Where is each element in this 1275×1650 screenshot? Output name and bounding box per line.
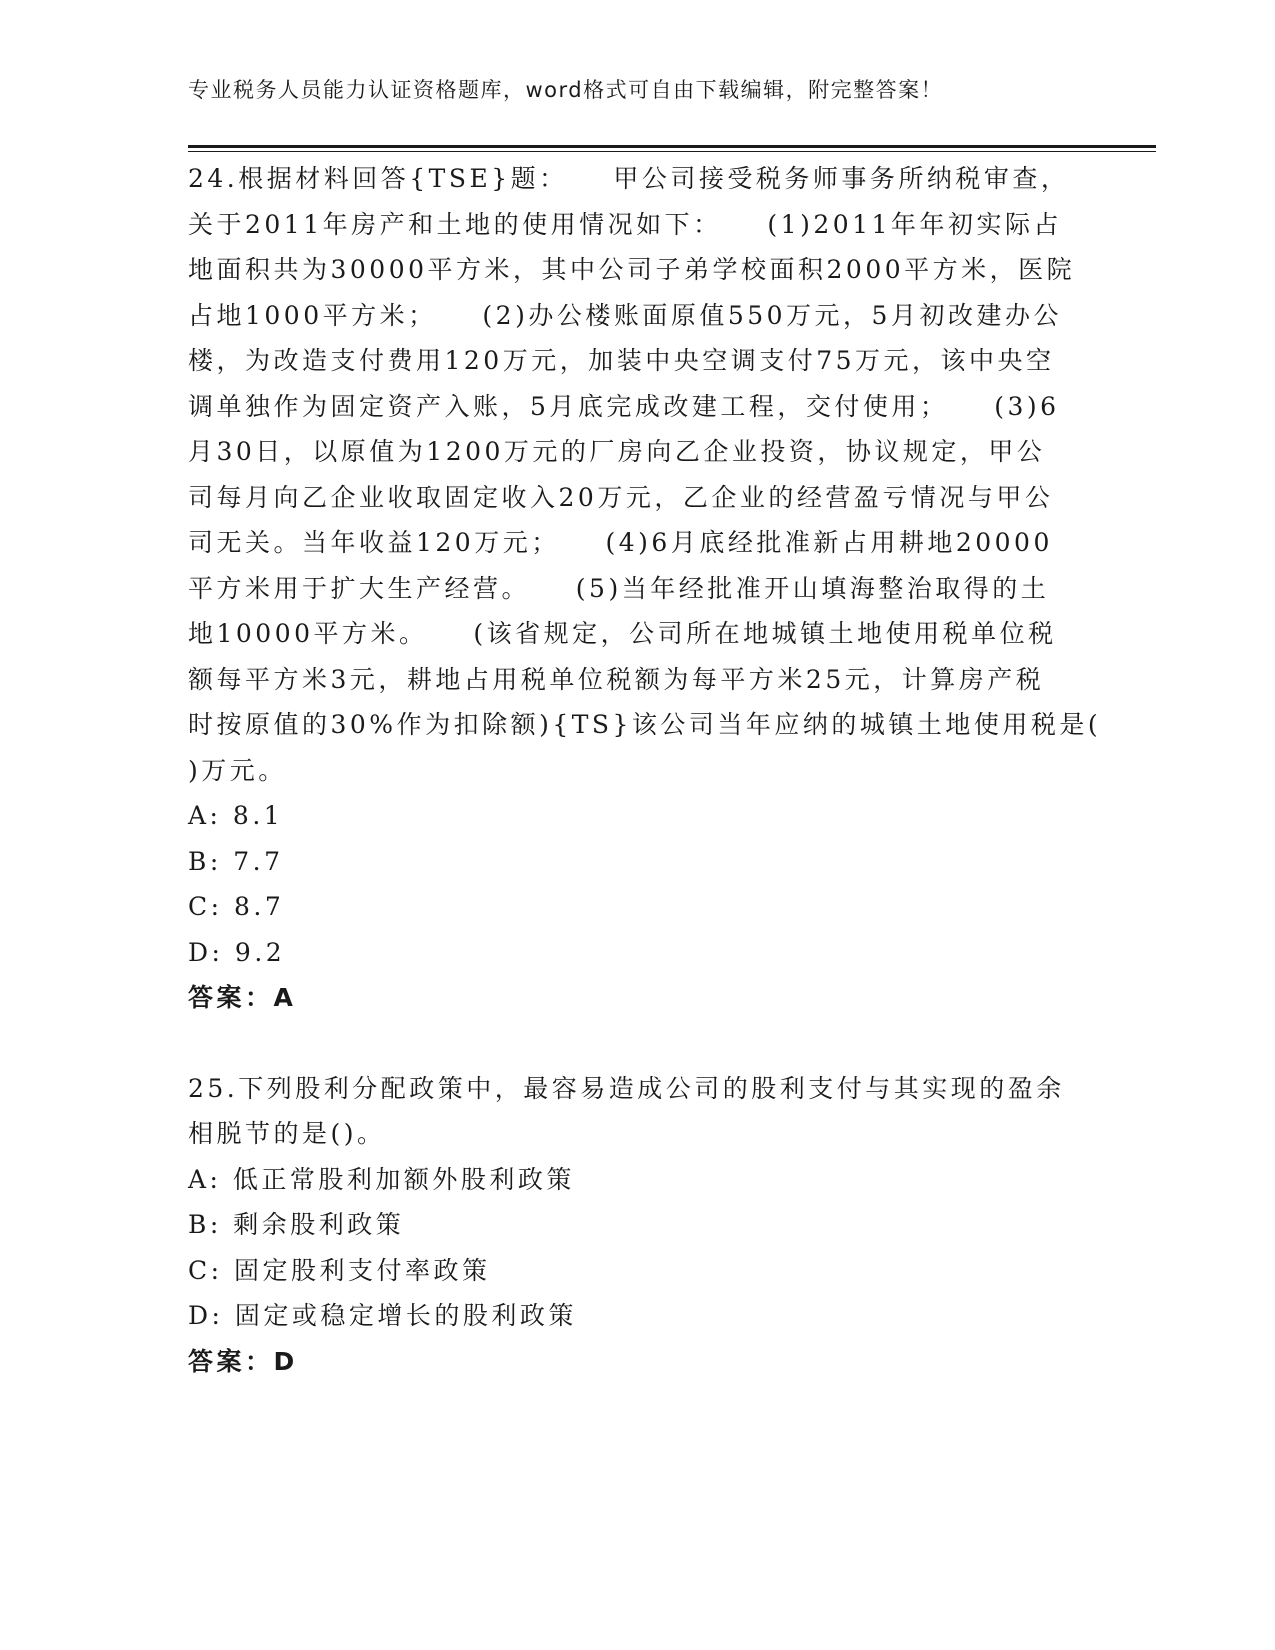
question-text-line: 占地1000平方米； (2)办公楼账面原值550万元，5月初改建办公 [188,300,1062,330]
question-text-line: 额每平方米3元，耕地占用税单位税额为每平方米25元，计算房产税 [188,664,1045,694]
page-header: 专业税务人员能力认证资格题库，word格式可自由下载编辑，附完整答案！ [188,78,944,102]
document-body [188,156,1102,1384]
header-rule-thin [188,151,1156,152]
question-text-line: 地面积共为30000平方米，其中公司子弟学校面积2000平方米，医院 [188,255,1076,284]
option-d: D: 固定或稳定增长的股利政策 [188,1301,577,1330]
option-d: D: 9.2 [188,937,286,967]
question-text-line: 司无关。当年收益120万元； (4)6月底经批准新占用耕地20000 [188,528,1053,557]
option-b: B: 7.7 [188,846,284,876]
question-text-line: 时按原值的30%作为扣除额){TS}该公司当年应纳的城镇土地使用税是( [188,710,1102,739]
header-rule-thick [188,145,1156,148]
question-text-line: 关于2011年房产和土地的使用情况如下： (1)2011年年初实际占 [188,209,1062,239]
question-spacer [188,1021,1088,1066]
option-c: C: 固定股利支付率政策 [188,1255,491,1285]
option-a: A: 低正常股利加额外股利政策 [188,1164,575,1194]
option-a: A: 8.1 [188,801,284,830]
question-text-line: 相脱节的是()。 [188,1119,386,1148]
question-text-line: 调单独作为固定资产入账，5月底完成改建工程，交付使用； (3)6 [188,391,1060,421]
question-text-line: 平方米用于扩大生产经营。 (5)当年经批准开山填海整治取得的土 [188,573,1050,603]
option-c: C: 8.7 [188,892,285,921]
question-text-line: 月30日，以原值为1200万元的厂房向乙企业投资，协议规定，甲公 [188,437,1046,466]
question-text-line: 25.下列股利分配政策中，最容易造成公司的股利支付与其实现的盈余 [188,1073,1065,1103]
option-b: B: 剩余股利政策 [188,1210,405,1239]
question-text-line: 司每月向乙企业收取固定收入20万元，乙企业的经营盈亏情况与甲公 [188,482,1054,512]
question-text-line: )万元。 [188,755,287,785]
question-text-line: 楼，为改造支付费用120万元，加装中央空调支付75万元，该中央空 [188,346,1055,375]
answer-label: 答案：D [188,1346,298,1376]
question-24 [188,156,1102,1021]
question-text-line: 24.根据材料回答{TSE}题： 甲公司接受税务师事务所纳税审查， [188,164,1070,193]
question-25 [188,1066,1088,1385]
answer-label: 答案：A [188,983,297,1012]
question-text-line: 地10000平方米。 (该省规定，公司所在地城镇土地使用税单位税 [188,619,1057,648]
